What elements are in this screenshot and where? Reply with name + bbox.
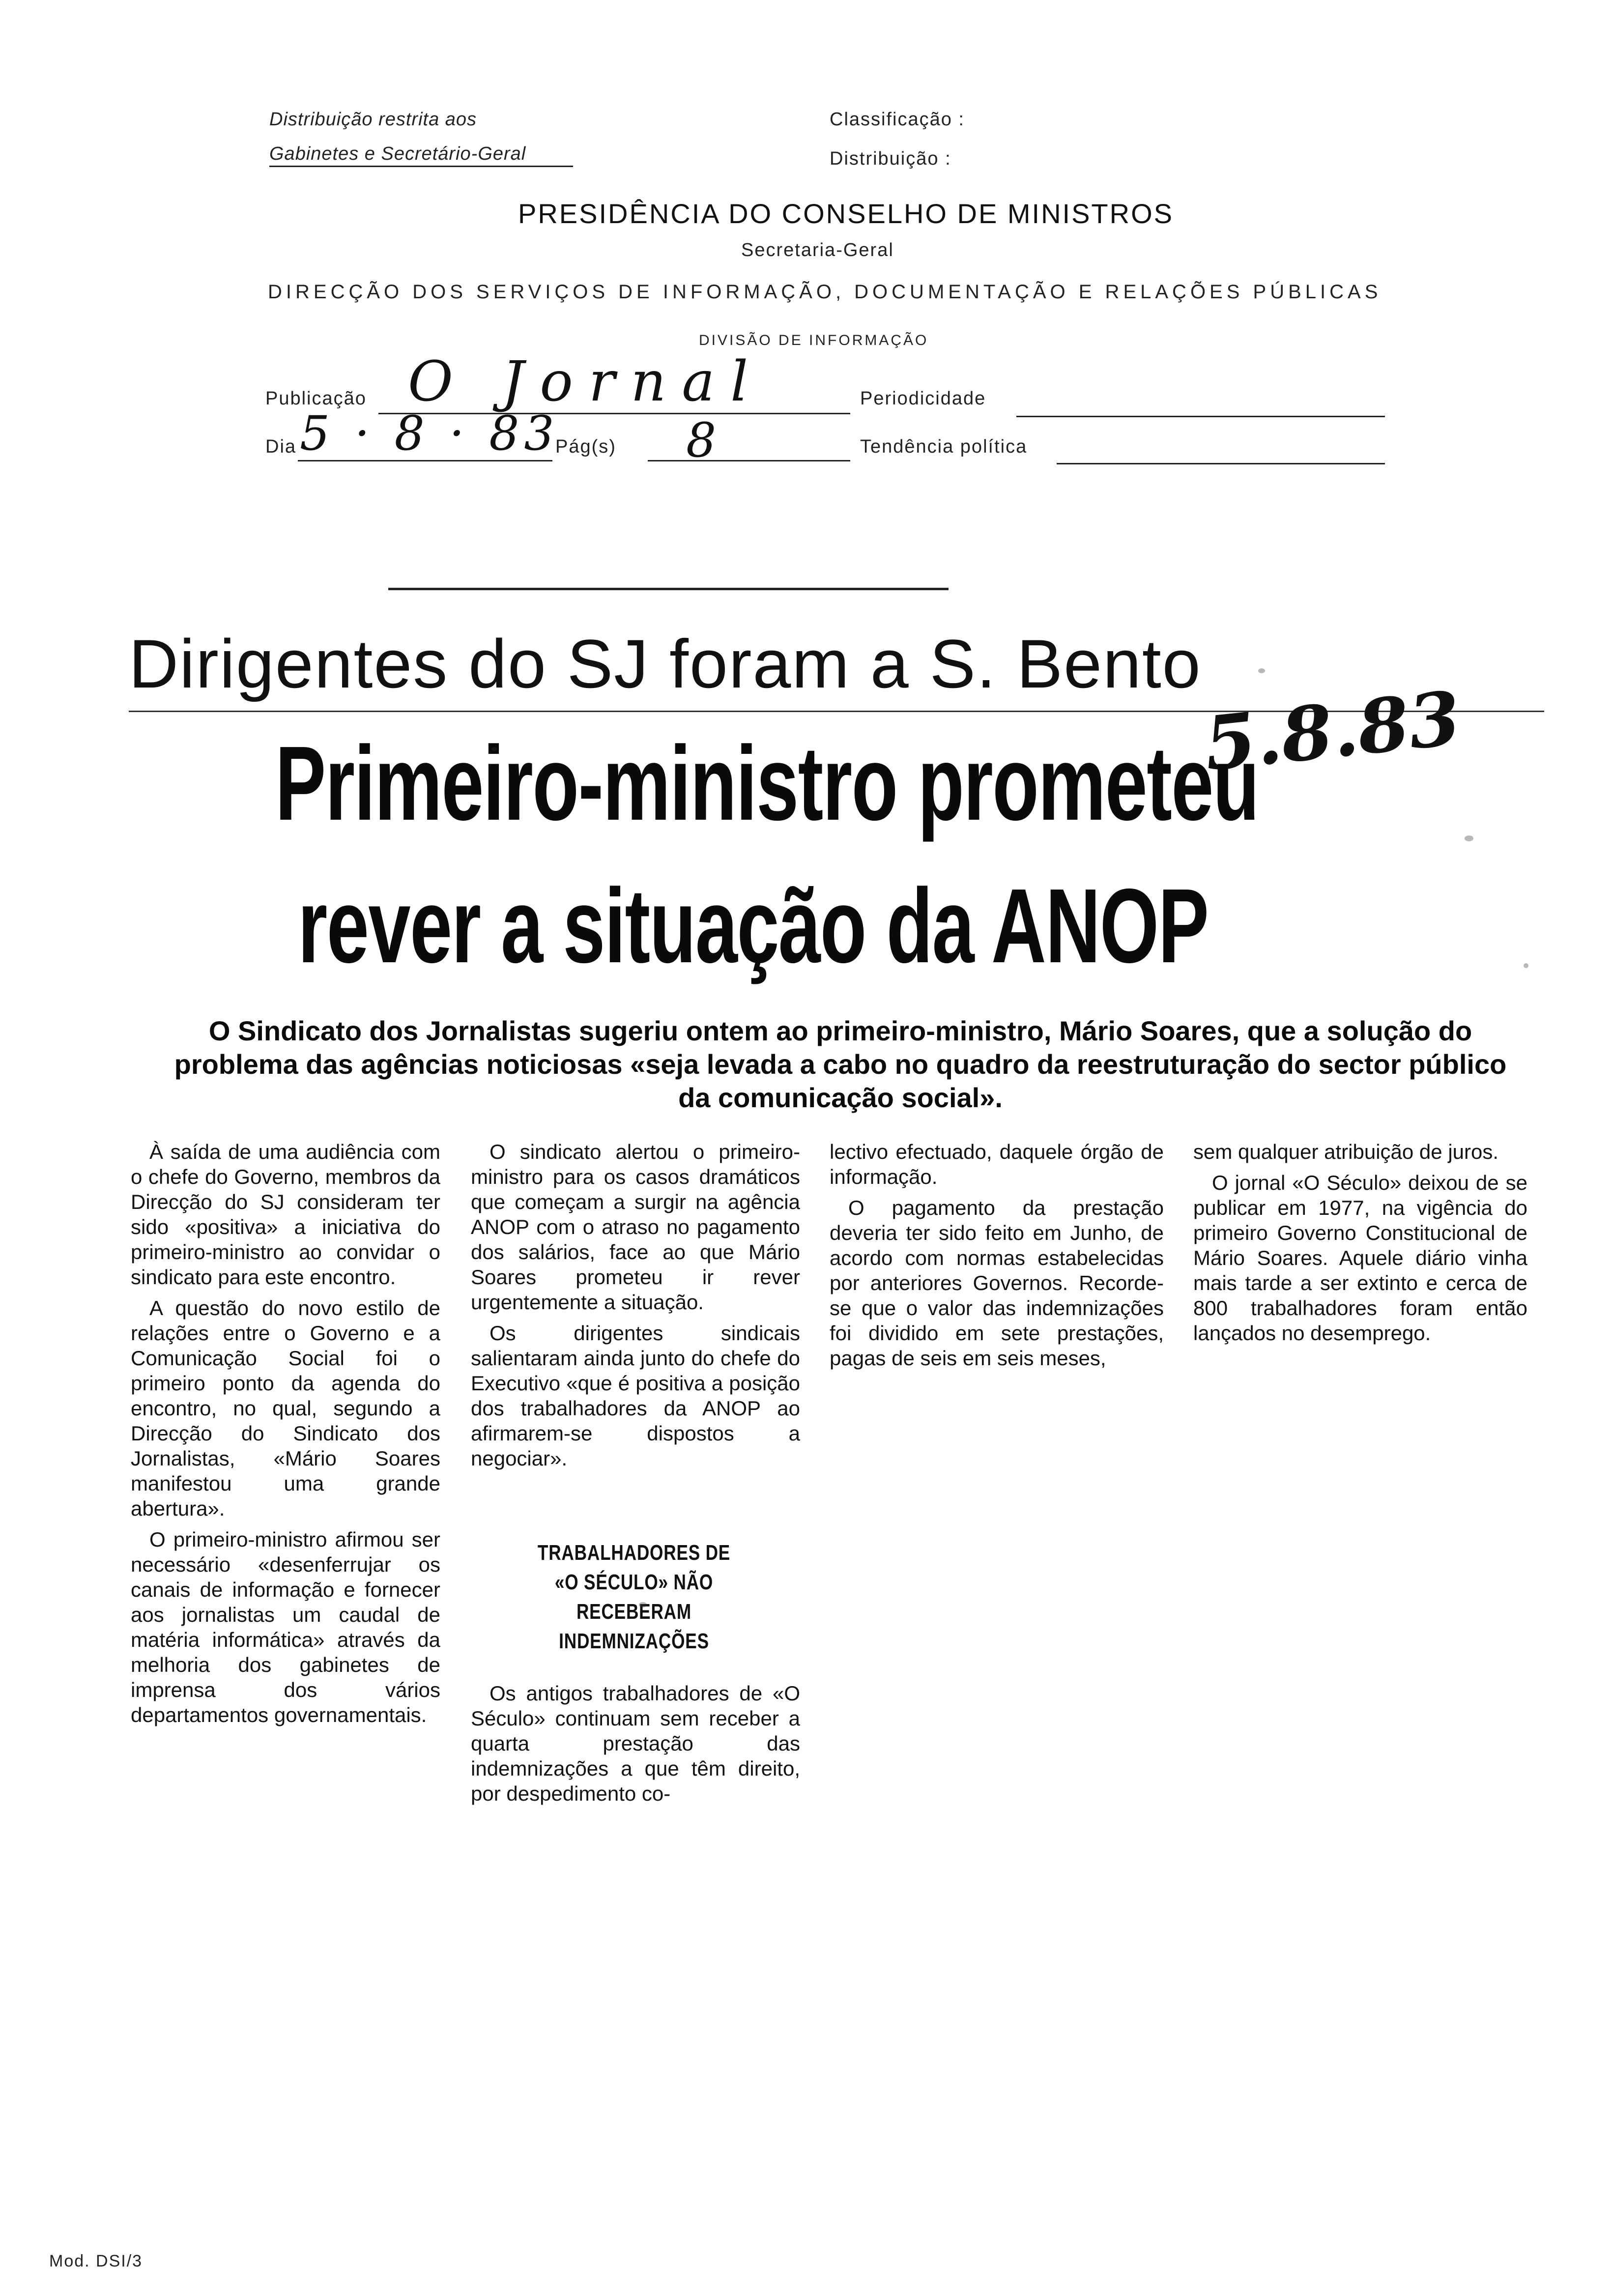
article-column-4 xyxy=(1193,1139,1527,1351)
headline-line-2: rever a situação da ANOP xyxy=(298,866,1209,985)
article-column-2b xyxy=(471,1681,800,1812)
division: DIVISÃO DE INFORMAÇÃO xyxy=(699,332,929,348)
subheading: TRABALHADORES DE «O SÉCULO» NÃO RECEBERAM INDEMNIZAÇÕES xyxy=(537,1541,731,1653)
col2-paragraph-2: Os dirigentes sindicais salientaram ainda junto do chefe do Executivo «que é positiva a posição dos trabalhadores da ANOP ao afirmarem-se dispostos a negociar». xyxy=(471,1321,800,1470)
distribution-cabinets-line: Gabinetes e Secretário-Geral xyxy=(269,144,573,167)
distribution-restricted-line: Distribuição restrita aos xyxy=(269,109,477,130)
headline-line-1: Primeiro-ministro prometeu xyxy=(275,724,1259,842)
col2-paragraph-1: O sindicato alertou o primeiro-ministro para os casos dramáticos que começam a surgir na agência ANOP com o atraso no pagamento dos salários, face ao que Mário Soares prometeu ir rever urgentemente a situação. xyxy=(471,1140,800,1314)
col4-paragraph-1: sem qualquer atribuição de juros. xyxy=(1193,1140,1499,1163)
article-column-3 xyxy=(830,1139,1164,1377)
classification-label: Classificação : xyxy=(830,109,965,130)
publication-handwritten: O Jornal xyxy=(408,350,764,414)
col3-paragraph-1: lectivo efectuado, daquele órgão de informação. xyxy=(830,1140,1164,1188)
article-lead: O Sindicato dos Jornalistas sugeriu ontem ao primeiro-ministro, Mário Soares, que a solução do problema das agências noticiosas «seja levada a cabo no quadro da reestruturação do sector público da comunicação social». xyxy=(174,1015,1507,1113)
org-title: PRESIDÊNCIA DO CONSELHO DE MINISTROS xyxy=(518,198,1174,229)
tendency-line xyxy=(1057,463,1385,464)
col1-paragraph-3: O primeiro-ministro afirmou ser necessário «desenferrujar os canais de informação e fornecer aos jornalistas um caudal de matéria informática» através da melhoria dos gabinetes de imprensa dos vários departamentos governamentais. xyxy=(131,1528,440,1726)
article-column-1 xyxy=(131,1139,440,1733)
speckle xyxy=(639,1602,647,1607)
day-handwritten: 5 · 8 · 83 xyxy=(300,406,559,461)
periodicity-label: Periodicidade xyxy=(860,388,986,409)
handwritten-date: 5.8.83 xyxy=(1200,675,1465,788)
secretariat: Secretaria-Geral xyxy=(741,240,894,260)
col2b-paragraph-1: Os antigos trabalhadores de «O Século» continuam sem receber a quarta prestação das indemnizações a que têm direito, por despedimento co- xyxy=(471,1682,800,1805)
separator-rule xyxy=(388,588,949,590)
distribution-label: Distribuição : xyxy=(830,148,951,169)
publication-label: Publicação xyxy=(265,388,367,409)
periodicity-line xyxy=(1016,416,1385,417)
directorate: DIRECÇÃO DOS SERVIÇOS DE INFORMAÇÃO, DOCUMENTAÇÃO E RELAÇÕES PÚBLICAS xyxy=(268,281,1382,303)
speckle xyxy=(1524,963,1528,968)
col1-paragraph-1: À saída de uma audiência com o chefe do Governo, membros da Direcção do SJ consideram ter sido «positiva» a iniciativa do primeiro-ministro ao convidar o sindicato para este encontro. xyxy=(131,1140,440,1289)
col4-paragraph-2: O jornal «O Século» deixou de se publicar em 1977, na vigência do primeiro Governo Constitucional de Mário Soares. Aquele diário vinha mais tarde a ser extinto e cerca de 800 trabalhadores foram então lançados no desemprego. xyxy=(1193,1171,1527,1345)
speckle xyxy=(1465,835,1473,841)
kicker-headline: Dirigentes do SJ foram a S. Bento xyxy=(129,625,1202,702)
article-column-2 xyxy=(471,1139,800,1477)
form-model-code: Mod. DSI/3 xyxy=(49,2252,143,2270)
speckle xyxy=(491,747,497,751)
col1-paragraph-2: A questão do novo estilo de relações entre o Governo e a Comunicação Social foi o primeiro ponto da agenda do encontro, no qual, segundo a Direcção do Sindicato dos Jornalistas, «Mário Soares manifestou uma grande abertura». xyxy=(131,1296,440,1520)
pages-line xyxy=(648,460,850,461)
day-label: Dia xyxy=(265,436,297,457)
speckle xyxy=(1258,668,1265,673)
tendency-label: Tendência política xyxy=(860,436,1028,457)
pages-label: Pág(s) xyxy=(555,436,616,457)
col3-paragraph-2: O pagamento da prestação deveria ter sido feito em Junho, de acordo com normas estabelecidas por anteriores Governos. Recorde-se que o valor das indemnizações foi dividido em sete prestações, pagas de seis em seis meses, xyxy=(830,1196,1164,1370)
pages-handwritten: 8 xyxy=(686,413,717,468)
